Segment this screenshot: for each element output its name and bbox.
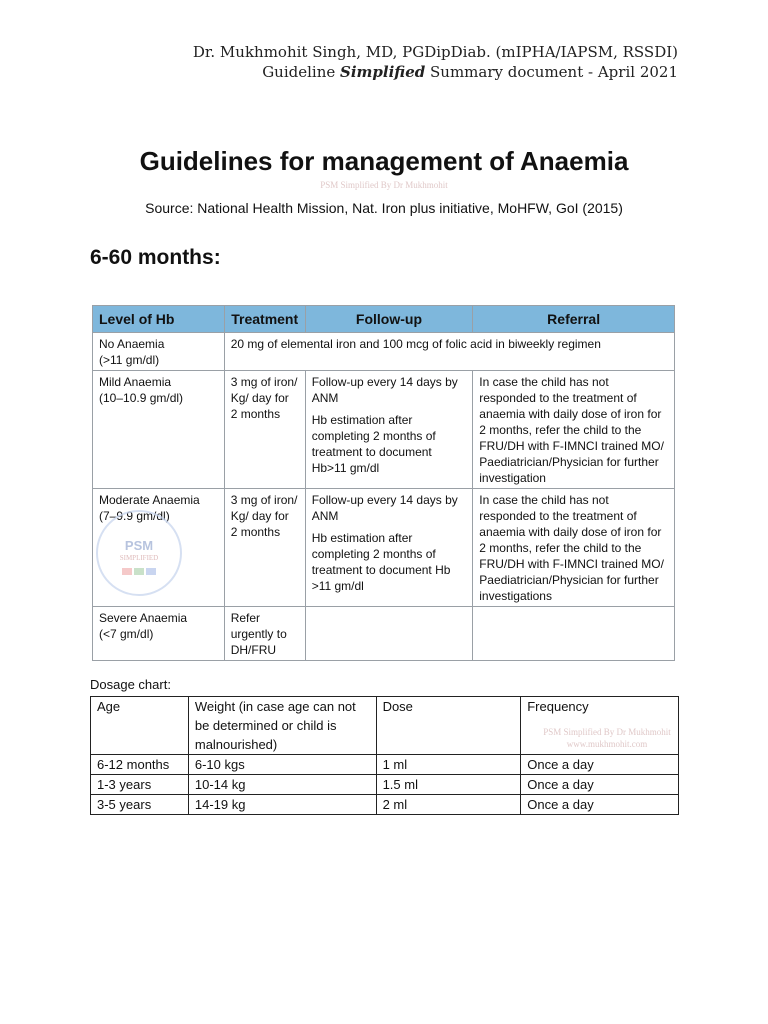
treatment-cell xyxy=(224,489,305,607)
followup-text: Hb estimation after completing 2 months of treatment to document Hb >11 gm/dl xyxy=(311,531,451,593)
followup-cell xyxy=(305,607,473,661)
regimen-cell: 20 mg of elemental iron and 100 mcg of folic acid in biweekly regimen xyxy=(224,333,674,371)
followup-text: Hb estimation after completing 2 months of treatment to document Hb>11 gm/dl xyxy=(311,413,436,475)
level-range: (<7 gm/dl) xyxy=(99,627,154,641)
age-cell: 1-3 years xyxy=(91,775,189,795)
age-cell: 6-12 months xyxy=(91,755,189,775)
table-row xyxy=(91,755,679,775)
header-weight: Weight (in case age can not be determined or child is malnourished) xyxy=(188,697,376,755)
frequency-cell: Once a day xyxy=(521,795,679,815)
page-title: Guidelines for management of Anaemia xyxy=(139,146,629,176)
referral-cell xyxy=(473,607,675,661)
level-range: (10–10.9 gm/dl) xyxy=(99,391,184,405)
stamp-block xyxy=(146,568,156,575)
header-dose: Dose xyxy=(376,697,521,755)
followup-cell xyxy=(305,371,473,489)
weight-cell: 10-14 kg xyxy=(188,775,376,795)
watermark-block xyxy=(534,726,680,750)
stamp-block xyxy=(134,568,144,575)
table-row xyxy=(93,371,675,489)
level-range: (7–9.9 gm/dl) xyxy=(99,509,170,523)
treatment-line: urgently to xyxy=(230,627,287,641)
header-treatment: Treatment xyxy=(224,306,305,333)
table-row xyxy=(93,607,675,661)
treatment-line: Kg/ day for xyxy=(230,391,289,405)
frequency-cell: Once a day xyxy=(521,775,679,795)
psm-stamp-logo xyxy=(96,510,182,596)
level-range: (>11 gm/dl) xyxy=(99,353,160,367)
stamp-subtext: SIMPLIFIED xyxy=(119,554,159,562)
level-cell xyxy=(93,333,225,371)
header-referral: Referral xyxy=(473,306,675,333)
treatment-line: 2 months xyxy=(230,525,281,539)
subtitle-prefix: Guideline xyxy=(262,63,341,81)
treatment-line: 3 mg of iron/ xyxy=(230,375,298,389)
watermark-text: PSM Simplified By Dr Mukhmohit xyxy=(320,180,448,190)
dose-cell: 2 ml xyxy=(376,795,521,815)
header-level-of-hb: Level of Hb xyxy=(93,306,225,333)
age-cell: 3-5 years xyxy=(91,795,189,815)
followup-text: Follow-up every 14 days by ANM xyxy=(311,375,458,405)
table-row xyxy=(93,333,675,371)
followup-cell xyxy=(305,489,473,607)
watermark-text: PSM Simplified By Dr Mukhmohit xyxy=(543,727,671,737)
weight-cell: 6-10 kgs xyxy=(188,755,376,775)
treatment-line: 2 months xyxy=(230,407,281,421)
treatment-line: DH/FRU xyxy=(230,643,277,657)
treatment-cell xyxy=(224,607,305,661)
stamp-text: PSM xyxy=(124,538,154,553)
author-line: Dr. Mukhmohit Singh, MD, PGDipDiab. (mIPHA/IAPSM, RSSDI) xyxy=(192,43,678,61)
weight-cell: 14-19 kg xyxy=(188,795,376,815)
hb-level-table xyxy=(92,305,675,661)
subtitle-suffix: Summary document - April 2021 xyxy=(425,63,678,81)
table-row xyxy=(91,775,679,795)
dosage-chart-label: Dosage chart: xyxy=(90,677,171,692)
referral-cell: In case the child has not responded to the treatment of anaemia with daily dose of iron for 2 months, refer the child to the FRU/DH with F-IMNCI trained MO/ Paediatrician/Physician for further investigations xyxy=(473,489,675,607)
header-frequency: Frequency xyxy=(521,697,679,755)
treatment-line: Kg/ day for xyxy=(230,509,289,523)
level-cell xyxy=(93,607,225,661)
level-name: Moderate Anaemia xyxy=(99,493,200,507)
header-age: Age xyxy=(91,697,189,755)
level-name: Mild Anaemia xyxy=(99,375,172,389)
referral-cell: In case the child has not responded to the treatment of anaemia with daily dose of iron for 2 months, refer the child to the FRU/DH with F-IMNCI trained MO/ Paediatrician/Physician for further investigation xyxy=(473,371,675,489)
subtitle-emphasis: Simplified xyxy=(340,63,426,81)
dosage-table xyxy=(90,696,679,815)
stamp-block xyxy=(122,568,132,575)
treatment-line: Refer xyxy=(230,611,261,625)
table-header-row xyxy=(93,306,675,333)
dose-cell: 1 ml xyxy=(376,755,521,775)
followup-text: Follow-up every 14 days by ANM xyxy=(311,493,458,523)
treatment-cell xyxy=(224,371,305,489)
level-cell xyxy=(93,371,225,489)
header-follow-up: Follow-up xyxy=(305,306,473,333)
level-name: Severe Anaemia xyxy=(99,611,188,625)
document-header xyxy=(193,42,678,82)
watermark-url: www.mukhmohit.com xyxy=(566,739,648,749)
treatment-line: 3 mg of iron/ xyxy=(230,493,298,507)
source-line: Source: National Health Mission, Nat. Iron plus initiative, MoHFW, GoI (2015) xyxy=(145,200,623,216)
table-row xyxy=(91,795,679,815)
level-name: No Anaemia xyxy=(99,337,165,351)
dose-cell: 1.5 ml xyxy=(376,775,521,795)
frequency-cell: Once a day xyxy=(521,755,679,775)
section-heading: 6-60 months: xyxy=(90,246,221,269)
document-subtitle xyxy=(193,62,678,82)
